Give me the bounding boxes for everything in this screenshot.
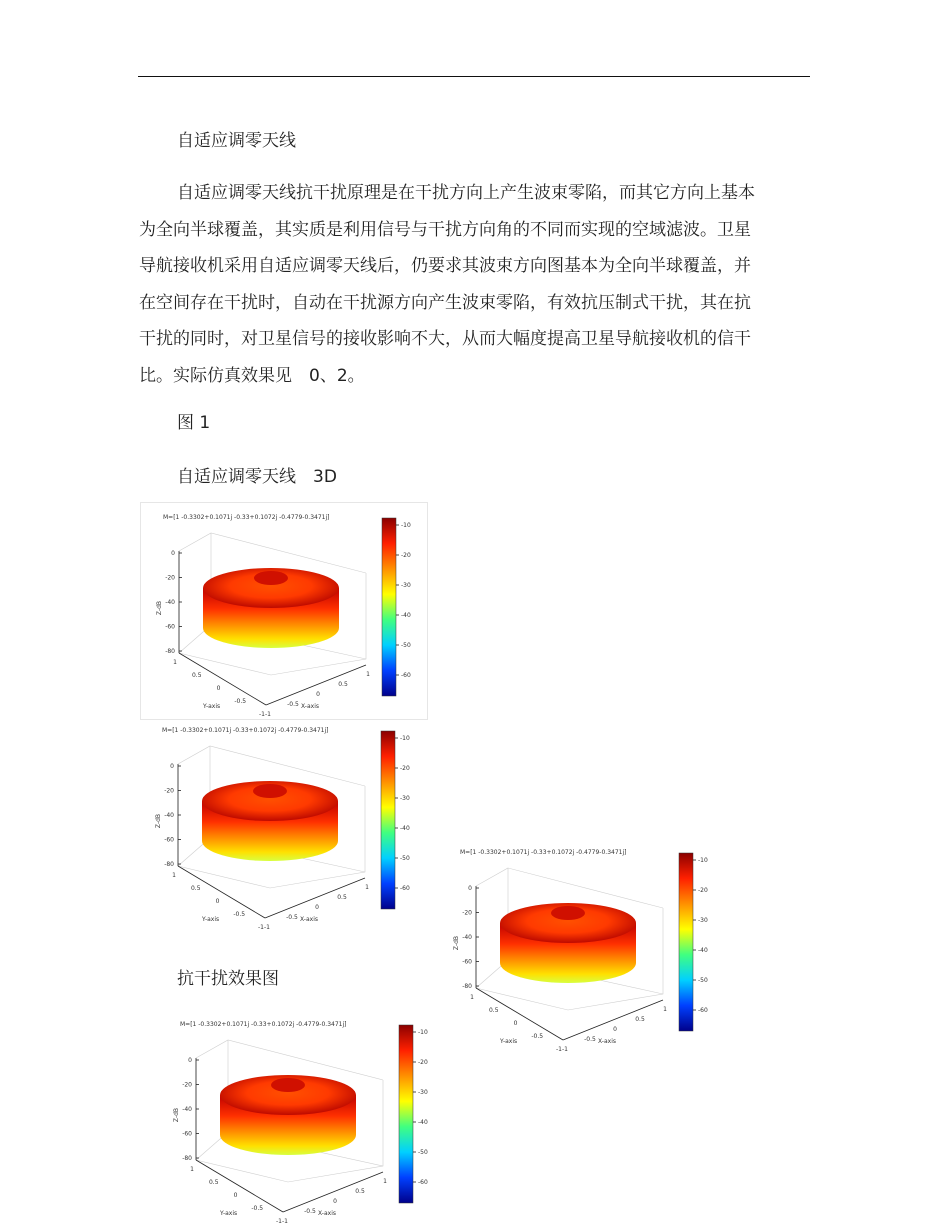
y-tick-label: 1 [190,1166,194,1173]
colorbar-tick-label: -20 [418,1059,428,1066]
colorbar-tick-label: -40 [401,612,411,619]
x-tick-label: -0.5 [584,1036,596,1043]
section-heading: 自适应调零天线 [177,131,296,151]
x-tick-label: 1 [383,1178,387,1185]
paragraph-line: 导航接收机采用自适应调零天线后，仍要求其波束方向图基本为全向半球覆盖，并 [139,256,751,277]
x-tick-label: 0 [315,904,319,911]
section-caption: 抗干扰效果图 [177,969,279,989]
y-tick-label: 1 [172,872,176,879]
colorbar-tick-label: -60 [401,672,411,679]
z-axis-label: Z-dB [156,600,163,616]
colorbar [399,1025,413,1203]
y-tick-label: -1 [556,1046,562,1053]
x-axis-label: X-axis [300,916,318,923]
y-axis [476,988,563,1040]
plot-top-grid [196,1040,383,1080]
z-tick-label: -60 [165,623,175,631]
x-tick-label: 0.5 [338,681,348,688]
y-tick-label: 0 [216,685,221,692]
x-tick-label: 0 [613,1026,617,1033]
pattern-figure-4-cropped [158,1010,428,1225]
y-tick-label: -0.5 [531,1033,544,1040]
z-tick-label: -80 [164,861,174,868]
z-tick-label: 0 [188,1057,192,1064]
x-axis-label: X-axis [598,1038,616,1045]
colorbar-tick-label: -10 [418,1029,428,1036]
plot-title: M=[1 -0.3302+0.1071j -0.33+0.1072j -0.4779-0.3471j] [460,849,627,856]
z-tick-label: 0 [468,885,472,892]
pattern-surface-dimple [271,1078,305,1092]
y-tick-label: 0 [215,898,220,905]
y-axis-label: Y-axis [202,916,220,923]
y-axis-label: Y-axis [203,703,221,710]
y-tick-label: 0.5 [208,1179,219,1186]
pattern-surface-dimple [254,571,288,585]
y-axis-label: Y-axis [220,1210,238,1217]
z-tick-label: -60 [462,958,472,966]
plot-top-grid [476,868,663,908]
x-tick-label: -1 [265,711,271,718]
x-tick-label: -1 [562,1046,568,1053]
x-axis-label: X-axis [301,703,319,710]
z-tick-label: -80 [182,1155,192,1162]
y-tick-label: -1 [258,924,264,931]
colorbar-tick-label: -40 [400,825,410,832]
z-tick-label: -60 [164,836,174,844]
plot-title: M=[1 -0.3302+0.1071j -0.33+0.1072j -0.4779-0.3471j] [163,514,330,521]
colorbar [382,518,396,696]
z-tick-label: -20 [164,787,174,795]
z-tick-label: -40 [182,1106,192,1113]
pattern-surface-dimple [551,906,585,920]
colorbar-tick-label: -50 [400,855,410,862]
x-axis-label: X-axis [318,1210,336,1217]
colorbar-tick-label: -20 [698,887,708,894]
plot-top-grid [179,533,366,573]
colorbar-tick-label: -20 [401,552,411,559]
colorbar-tick-label: -50 [401,642,411,649]
z-tick-label: -40 [462,934,472,941]
y-tick-label: 1 [470,994,474,1001]
z-axis-label: Z-dB [173,1107,180,1123]
colorbar-tick-label: -10 [698,857,708,864]
z-tick-label: -20 [462,909,472,917]
x-tick-label: -0.5 [287,701,299,708]
x-tick-label: 0.5 [337,894,347,901]
paragraph-line: 干扰的同时，对卫星信号的接收影响不大，从而大幅度提高卫星导航接收机的信干 [139,329,751,350]
x-tick-label: -0.5 [286,914,298,921]
y-tick-label: 0.5 [488,1007,499,1014]
x-tick-label: -0.5 [304,1208,316,1215]
y-tick-label: 1 [173,659,177,666]
plot-top-grid [178,746,365,786]
plot-title: M=[1 -0.3302+0.1071j -0.33+0.1072j -0.4779-0.3471j] [162,727,329,734]
x-tick-label: 1 [663,1006,667,1013]
y-axis-label: Y-axis [500,1038,518,1045]
pattern-surface-dimple [253,784,287,798]
x-axis [283,1172,383,1212]
colorbar-tick-label: -30 [418,1089,428,1096]
y-tick-label: 0.5 [191,672,202,679]
figure-label: 图 1 [177,413,211,433]
z-axis-label: Z-dB [453,935,460,951]
x-tick-label: -1 [282,1218,288,1225]
paragraph-line: 自适应调零天线抗干扰原理是在干扰方向上产生波束零陷，而其它方向上基本 [177,183,755,203]
x-tick-label: 0.5 [355,1188,365,1195]
x-tick-label: -1 [264,924,270,931]
z-tick-label: 0 [171,550,175,557]
colorbar-tick-label: -30 [401,582,411,589]
x-axis [266,665,366,705]
colorbar-tick-label: -60 [418,1179,428,1186]
y-tick-label: 0.5 [190,885,201,892]
header-rule [138,76,810,77]
y-tick-label: 0 [233,1192,238,1199]
z-tick-label: -20 [165,574,175,582]
x-tick-label: 0.5 [635,1016,645,1023]
x-axis [265,878,365,918]
y-tick-label: -0.5 [234,698,247,705]
x-axis [563,1000,663,1040]
y-axis [179,653,266,705]
y-tick-label: 0 [513,1020,518,1027]
colorbar-tick-label: -10 [400,735,410,742]
z-tick-label: -20 [182,1081,192,1089]
x-tick-label: 0 [333,1198,337,1205]
figure-caption: 自适应调零天线 3D [177,467,337,487]
x-tick-label: 1 [366,671,370,678]
colorbar [381,731,395,909]
colorbar-tick-label: -60 [698,1007,708,1014]
plot-title: M=[1 -0.3302+0.1071j -0.33+0.1072j -0.4779-0.3471j] [180,1021,347,1028]
x-tick-label: 0 [316,691,320,698]
paragraph-line: 比。实际仿真效果见 0、2。 [139,365,365,386]
colorbar-tick-label: -30 [698,917,708,924]
colorbar-tick-label: -20 [400,765,410,772]
z-tick-label: 0 [170,763,174,770]
z-tick-label: -60 [182,1130,192,1138]
z-axis-label: Z-dB [155,813,162,829]
z-tick-label: -40 [165,599,175,606]
colorbar-tick-label: -10 [401,522,411,529]
colorbar-tick-label: -50 [418,1149,428,1156]
z-tick-label: -80 [165,648,175,655]
paragraph-line: 在空间存在干扰时，自动在干扰源方向产生波束零陷，有效抗压制式干扰，其在抗 [139,292,751,313]
pattern-figure-1 [140,502,428,720]
colorbar-tick-label: -60 [400,885,410,892]
y-axis [196,1160,283,1212]
z-tick-label: -80 [462,983,472,990]
colorbar-tick-label: -40 [698,947,708,954]
z-tick-label: -40 [164,812,174,819]
y-tick-label: -0.5 [251,1205,264,1212]
pattern-figure-3-cropped [438,838,708,1053]
colorbar-tick-label: -50 [698,977,708,984]
colorbar-tick-label: -30 [400,795,410,802]
colorbar-tick-label: -40 [418,1119,428,1126]
pattern-figure-2 [140,724,428,930]
y-tick-label: -1 [276,1218,282,1225]
body-paragraph [139,175,771,395]
y-tick-label: -0.5 [233,911,246,918]
paragraph-line: 为全向半球覆盖，其实质是利用信号与干扰方向角的不同而实现的空域滤波。卫星 [139,219,751,240]
x-tick-label: 1 [365,884,369,891]
y-tick-label: -1 [259,711,265,718]
y-axis [178,866,265,918]
colorbar [679,853,693,1031]
